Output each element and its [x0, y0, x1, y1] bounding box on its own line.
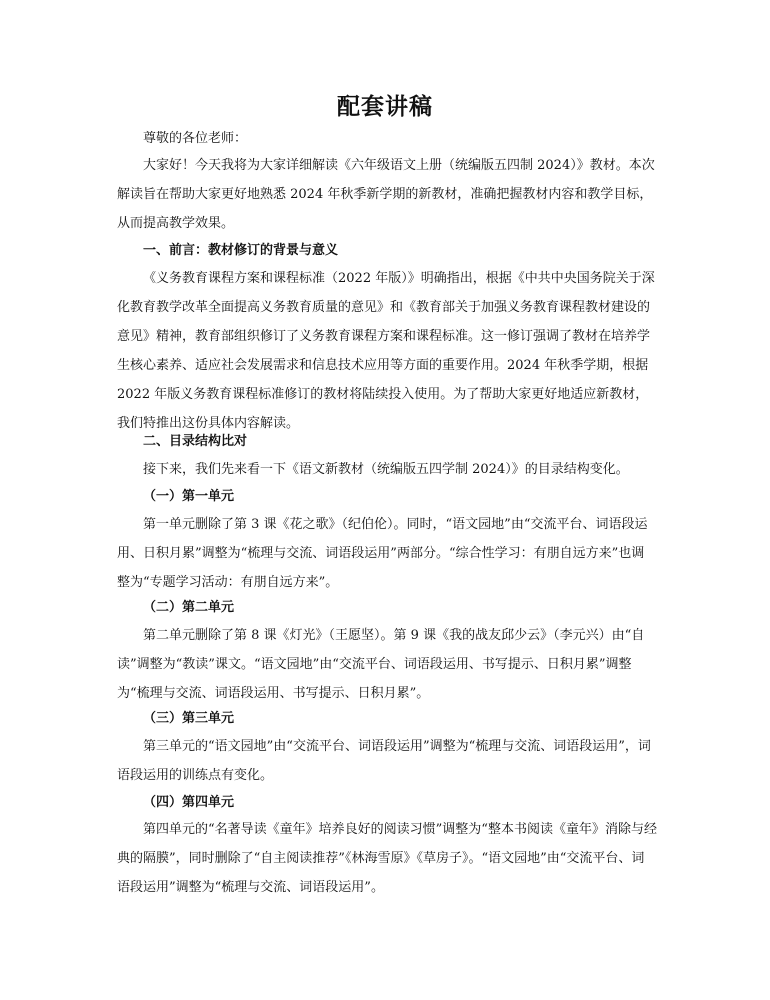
- section2-intro: 接下来，我们先来看一下《语文新教材（统编版五四学制 2024）》的目录结构变化。: [143, 462, 629, 477]
- section1-heading: 一、前言：教材修订的背景与意义: [143, 243, 339, 258]
- greeting: 尊敬的各位老师：: [143, 131, 248, 146]
- unit2-heading: （二）第二单元: [143, 600, 235, 615]
- unit1-heading: （一）第一单元: [143, 489, 235, 504]
- unit4-paragraph: 第四单元的“名著导读《童年》培养良好的阅读习惯”调整为“整本书阅读《童年》消除与经典的隔膜”，同时删除了“自主阅读推荐”《林海雪原》《草房子》。“语文园地”由“交流平台、词语段运用”调整为“梳理与交流、词语段运用”。: [117, 822, 657, 895]
- unit2-paragraph: 第二单元删除了第 8 课《灯光》（王愿坚）。第 9 课《我的战友邱少云》（李元兴）由“自读”调整为“教读”课文。“语文园地”由“交流平台、词语段运用、书写提示、日积月累”调整为“梳理与交流、词语段运用、书写提示、日积月累”。: [117, 628, 645, 701]
- unit4-heading: （四）第四单元: [143, 795, 235, 810]
- page-title: 配套讲稿: [337, 94, 433, 120]
- unit3-paragraph: 第三单元的“语文园地”由“交流平台、词语段运用”调整为“梳理与交流、词语段运用”，词语段运用的训练点有变化。: [117, 739, 651, 783]
- unit1-paragraph: 第一单元删除了第 3 课《花之歌》（纪伯伦）。同时，“语文园地”由“交流平台、词语段运用、日积月累”调整为“梳理与交流、词语段运用”两部分。“综合性学习：有朋自远方来”也调整为“专题学习活动：有朋自远方来”。: [117, 517, 648, 590]
- section1-paragraph: 《义务教育课程方案和课程标准（2022 年版）》明确指出，根据《中共中央国务院关于深化教育教学改革全面提高义务教育质量的意见》和《教育部关于加强义务教育课程教材建设的意见》精神，教育部组织修订了义务教育课程方案和课程标准。这一修订强调了教材在培养学生核心素养、适应社会发展需求和信息技术应用等方面的重要作用。2024 年秋季学期，根据 2022 年版义务教育课程标准修订的教材将陆续投入使用。为了帮助大家更好地适应新教材，我们特推出这份具体内容解读。: [117, 271, 655, 431]
- section2-heading: 二、目录结构比对: [143, 434, 248, 449]
- unit3-heading: （三）第三单元: [143, 711, 235, 726]
- intro-paragraph: 大家好！今天我将为大家详细解读《六年级语文上册（统编版五四制 2024）》教材。本次解读旨在帮助大家更好地熟悉 2024 年秋季新学期的新教材，准确把握教材内容和教学目标，从而提高教学效果。: [117, 158, 655, 231]
